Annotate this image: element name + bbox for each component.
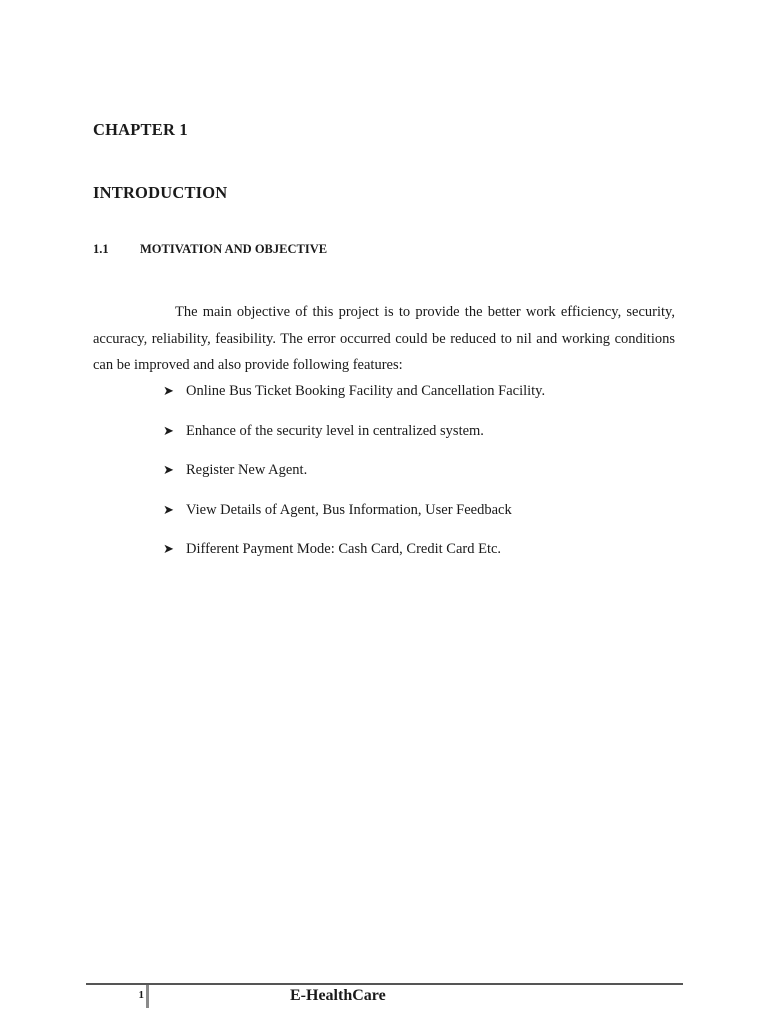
- feature-list: [163, 380, 545, 578]
- document-name: E-HealthCare: [290, 987, 386, 1004]
- list-item: [163, 380, 545, 420]
- arrowhead-bullet-icon: ➤: [163, 422, 174, 438]
- page-number: 1: [138, 989, 144, 1001]
- chapter-label: CHAPTER 1: [93, 120, 188, 139]
- page-number-separator: [146, 985, 149, 1008]
- list-item: [163, 538, 545, 578]
- objective-paragraph: The main objective of this project is to provide the better work efficiency, security, accuracy, reliability, feasibility. The error occurred could be reduced to nil and working conditions can be improved and also provide following features:: [93, 304, 675, 373]
- section-title: MOTIVATION AND OBJECTIVE: [140, 242, 328, 256]
- list-item: [163, 459, 545, 499]
- feature-text: Online Bus Ticket Booking Facility and Cancellation Facility.: [186, 383, 546, 399]
- chapter-title: INTRODUCTION: [93, 183, 228, 202]
- section-heading: [93, 242, 327, 257]
- feature-text: Enhance of the security level in centralized system.: [186, 422, 484, 439]
- arrowhead-bullet-icon: ➤: [163, 501, 174, 517]
- feature-text: View Details of Agent, Bus Information, User Feedback: [186, 501, 512, 518]
- footer-divider: [86, 983, 683, 985]
- section-number: 1.1: [93, 242, 109, 256]
- feature-text: Register New Agent.: [186, 462, 308, 478]
- feature-text: Different Payment Mode: Cash Card, Credit Card Etc.: [186, 541, 502, 557]
- arrowhead-bullet-icon: ➤: [163, 383, 174, 398]
- list-item: [163, 420, 545, 460]
- arrowhead-bullet-icon: ➤: [163, 462, 174, 477]
- arrowhead-bullet-icon: ➤: [163, 541, 174, 556]
- list-item: [163, 499, 545, 539]
